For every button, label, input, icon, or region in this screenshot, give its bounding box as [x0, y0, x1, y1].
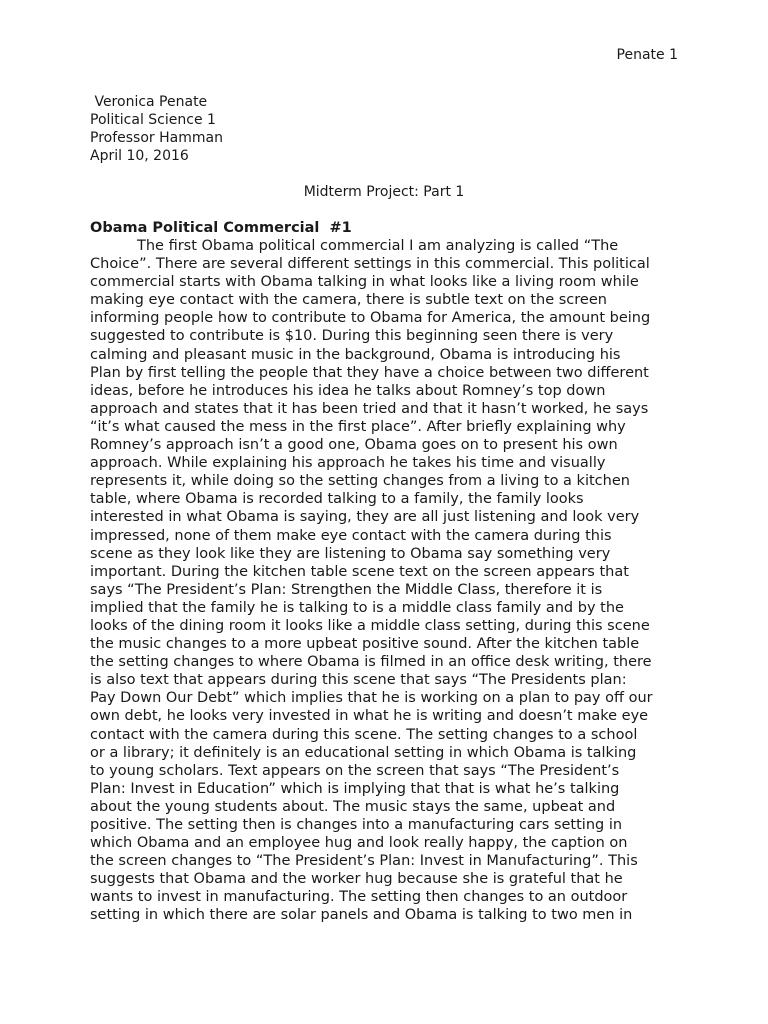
- body-line: important. During the kitchen table scene text on the screen appears that: [90, 563, 629, 580]
- body-line: is also text that appears during this scene that says “The Presidents plan:: [90, 672, 627, 689]
- course-name: Political Science 1: [90, 112, 216, 128]
- body-line: scene as they look like they are listening to Obama say something very: [90, 545, 611, 562]
- body-paragraph: [90, 237, 690, 925]
- body-line: own debt, he looks very invested in what he is writing and doesn’t make eye: [90, 708, 649, 725]
- body-line: Plan by first telling the people that they have a choice between two different: [90, 364, 649, 381]
- running-header: Penate 1: [616, 47, 678, 63]
- body-line: approach. While explaining his approach he takes his time and visually: [90, 455, 606, 472]
- body-line: Pay Down Our Debt” which implies that he is working on a plan to pay off our: [90, 690, 653, 707]
- section-heading: Obama Political Commercial #1: [90, 220, 352, 236]
- body-line: Romney’s approach isn’t a good one, Obama goes on to present his own: [90, 437, 618, 454]
- body-line: table, where Obama is recorded talking to a family, the family looks: [90, 491, 584, 508]
- project-title: Midterm Project: Part 1: [303, 184, 465, 200]
- body-line: contact with the camera during this scene. The setting changes to a school: [90, 726, 638, 743]
- body-line: the screen changes to “The President’s Plan: Invest in Manufacturing”. This: [90, 853, 638, 870]
- body-line: suggested to contribute is $10. During this beginning seen there is very: [90, 328, 614, 345]
- body-line: implied that the family he is talking to is a middle class family and by the: [90, 599, 624, 616]
- body-line: the music changes to a more upbeat positive sound. After the kitchen table: [90, 636, 640, 653]
- mla-heading: [90, 93, 223, 165]
- professor-name: Professor Hamman: [90, 130, 223, 146]
- body-line: ideas, before he introduces his idea he talks about Romney’s top down: [90, 382, 606, 399]
- body-line: positive. The setting then is changes into a manufacturing cars setting in: [90, 817, 623, 833]
- body-line: The first Obama political commercial I am analyzing is called “The: [137, 238, 619, 254]
- body-line: informing people how to contribute to Obama for America, the amount being: [90, 310, 651, 327]
- body-line: calming and pleasant music in the background, Obama is introducing his: [90, 346, 621, 363]
- body-line: looks of the dining room it looks like a middle class setting, during this scene: [90, 617, 650, 634]
- body-line: approach and states that it has been tried and that it hasn’t worked, he says: [90, 400, 649, 417]
- body-line: the setting changes to where Obama is filmed in an office desk writing, there: [90, 654, 652, 671]
- body-line: impressed, none of them make eye contact with the camera during this: [90, 527, 612, 544]
- body-line: wants to invest in manufacturing. The setting then changes to an outdoor: [90, 889, 628, 906]
- body-line: “it’s what caused the mess in the first place”. After briefly explaining why: [90, 418, 626, 435]
- author-name: Veronica Penate: [94, 94, 208, 110]
- body-line: making eye contact with the camera, there is subtle text on the screen: [90, 292, 607, 309]
- body-line: which Obama and an employee hug and look really happy, the caption on: [90, 835, 628, 852]
- body-line: suggests that Obama and the worker hug because she is grateful that he: [90, 871, 623, 888]
- body-line: Plan: Invest in Education” which is implying that that is what he’s talking: [90, 780, 620, 797]
- body-line: says “The President’s Plan: Strengthen the Middle Class, therefore it is: [90, 581, 603, 598]
- body-line: commercial starts with Obama talking in what looks like a living room while: [90, 274, 639, 291]
- body-line: represents it, while doing so the setting changes from a living to a kitchen: [90, 473, 630, 490]
- body-line: to young scholars. Text appears on the screen that says “The President’s: [90, 762, 620, 779]
- body-line: or a library; it definitely is an educational setting in which Obama is talking: [90, 744, 637, 761]
- body-line: about the young students about. The music stays the same, upbeat and: [90, 798, 616, 815]
- body-line: Choice”. There are several different settings in this commercial. This political: [90, 256, 650, 273]
- document-date: April 10, 2016: [90, 148, 189, 164]
- body-line: interested in what Obama is saying, they are all just listening and look very: [90, 509, 640, 526]
- body-line: setting in which there are solar panels and Obama is talking to two men in: [90, 907, 633, 924]
